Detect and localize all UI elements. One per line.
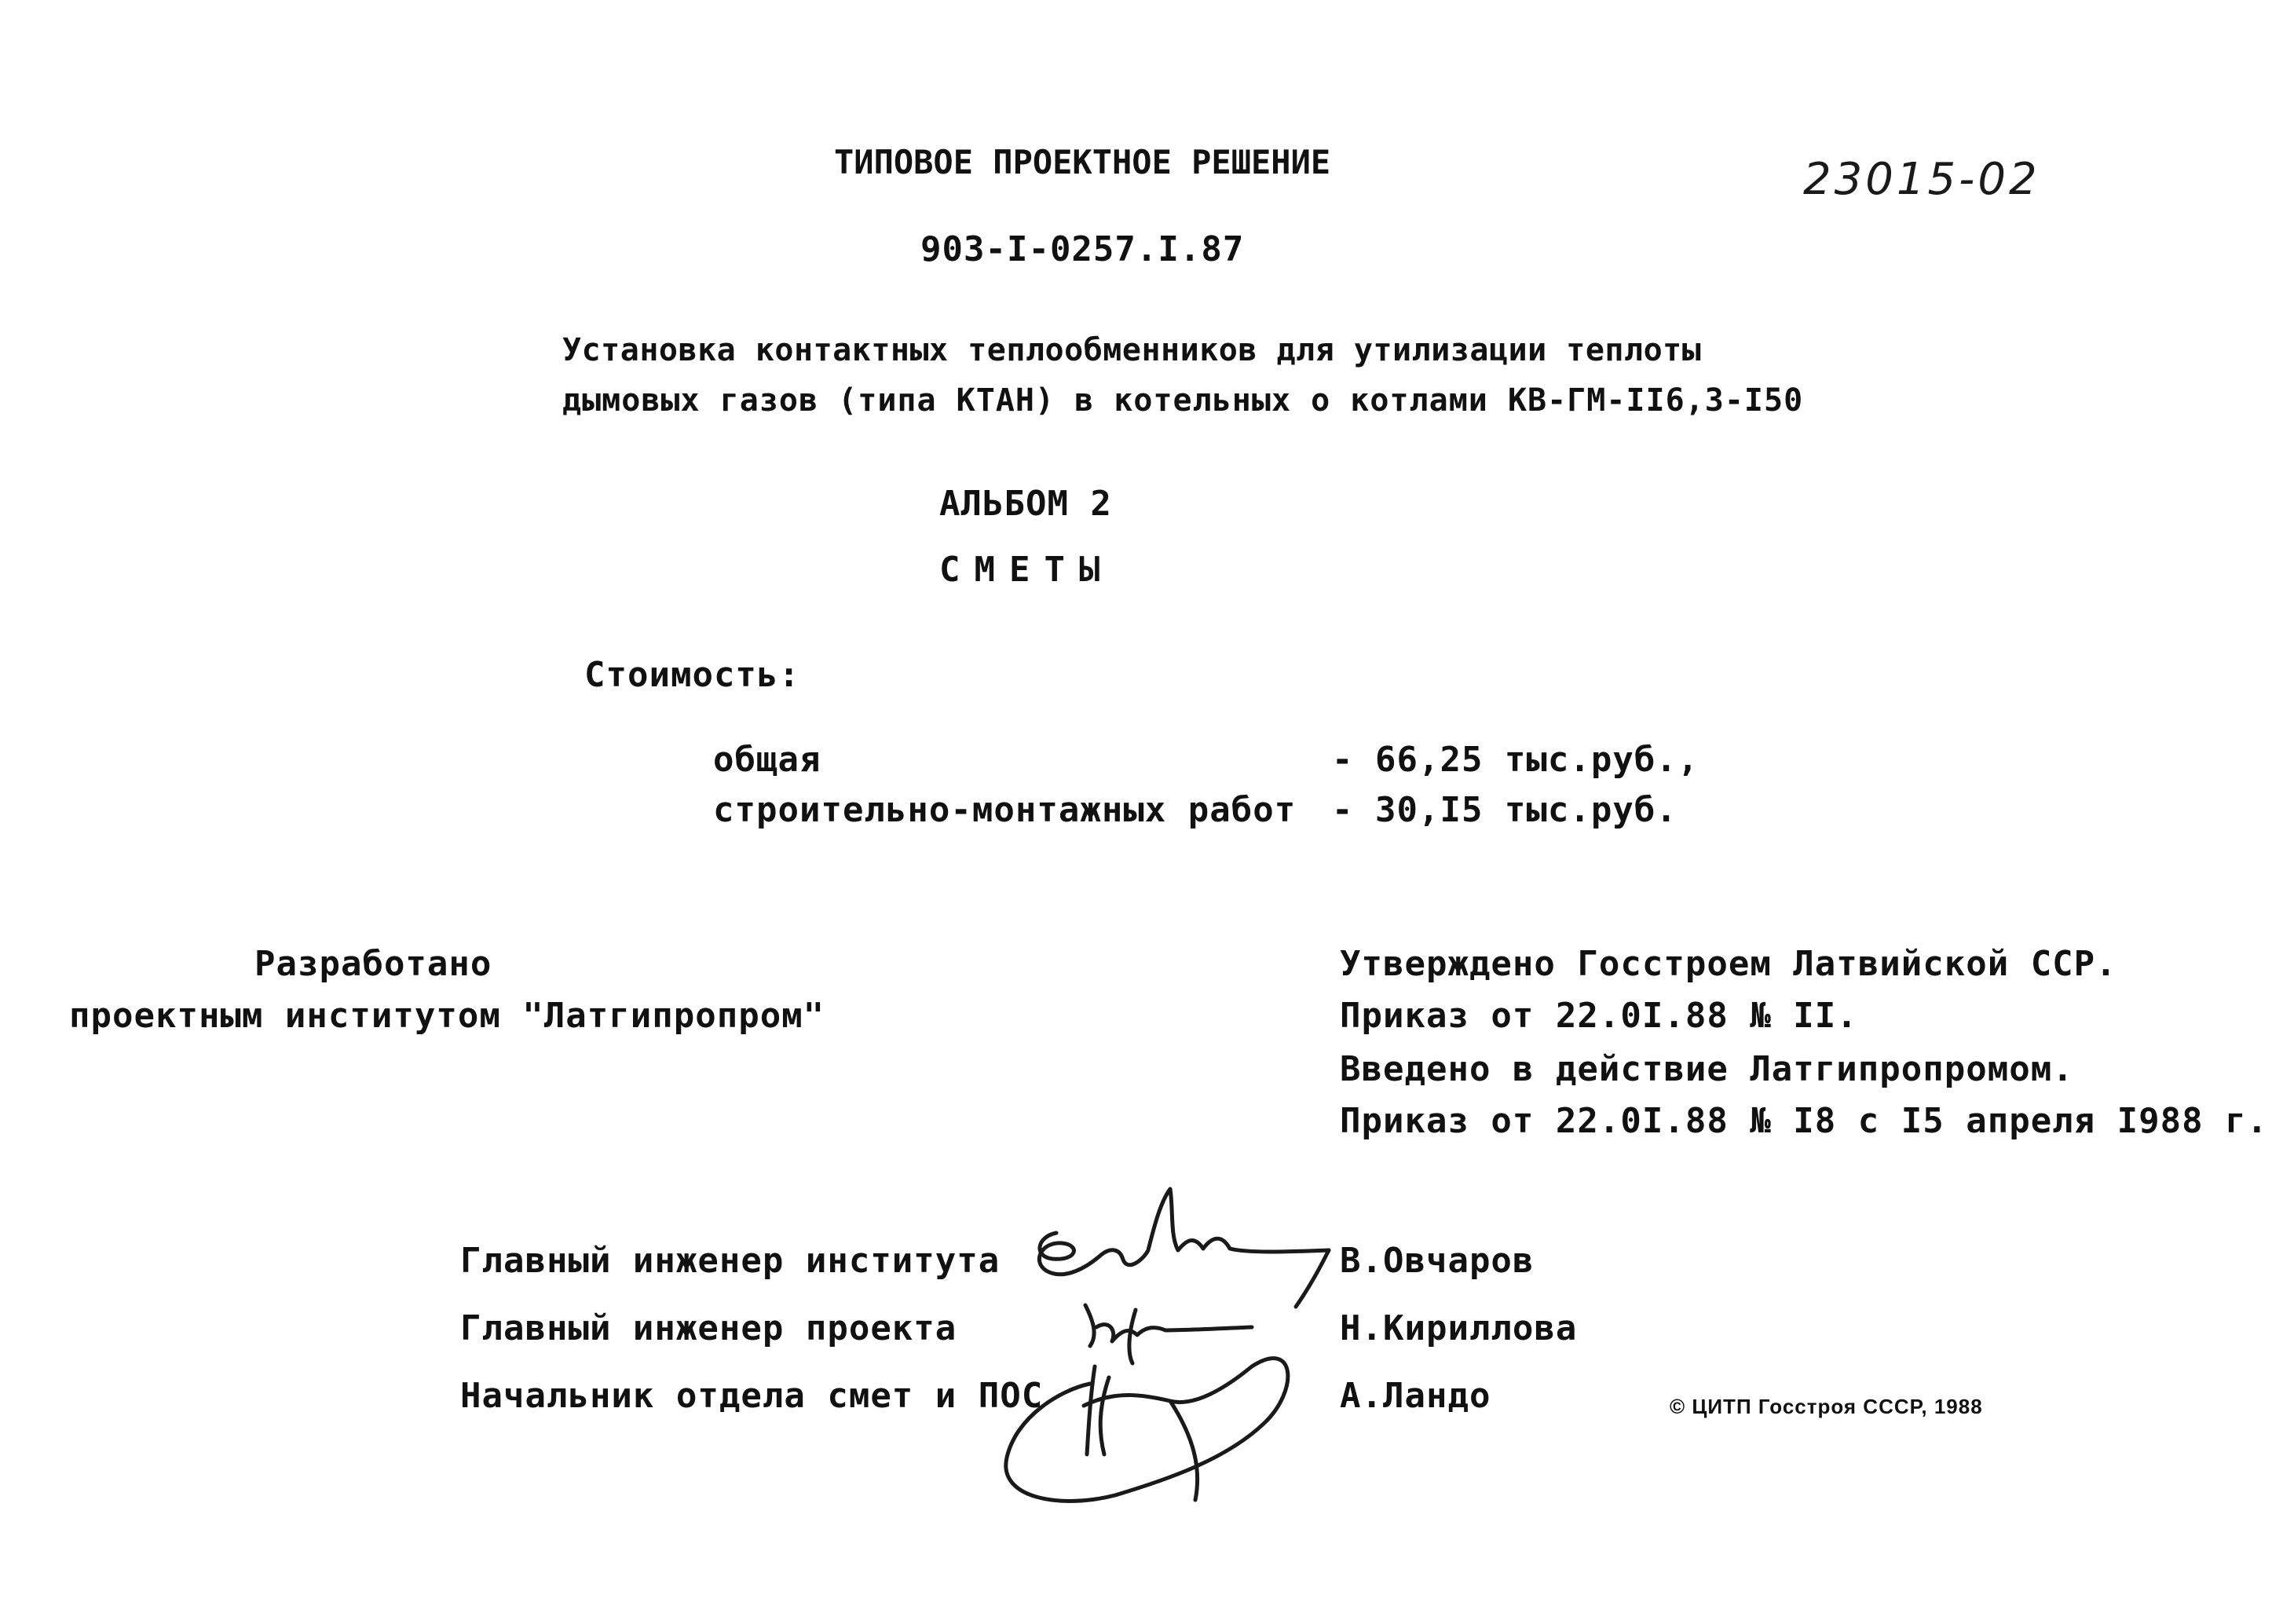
album-title: СМЕТЫ <box>939 550 1114 590</box>
subject-line-1: Установка контактных теплообменников для утилизации теплоты <box>562 332 1702 368</box>
approved-line-4: Приказ от 22.0I.88 № I8 с I5 апреля I988 г. <box>1340 1101 2269 1141</box>
copyright-stamp: © ЦИТП Госстроя СССР, 1988 <box>1670 1395 1983 1418</box>
approved-line-2: Приказ от 22.0I.88 № II. <box>1340 996 1858 1036</box>
signature-kirillova <box>1085 1305 1252 1363</box>
signatory-role-chief-engineer-project: Главный инженер проекта <box>460 1308 957 1348</box>
handwritten-code: 23015-02 <box>1803 154 2040 205</box>
signatory-name-lando: А.Ландо <box>1340 1376 1491 1416</box>
signature-lando <box>1006 1359 1288 1501</box>
signatory-name-ovcharov: В.Овчаров <box>1340 1241 1535 1281</box>
cost-label-total: общая <box>713 740 821 780</box>
approved-line-3: Введено в действие Латгипропромом. <box>1340 1049 2074 1089</box>
signatory-role-chief-engineer-institute: Главный инженер института <box>460 1241 1001 1281</box>
signatory-name-kirillova: Н.Кириллова <box>1340 1308 1578 1348</box>
cost-value-total: - 66,25 тыс.руб., <box>1332 740 1699 780</box>
signature-ovcharov <box>1039 1189 1329 1275</box>
cost-heading: Стоимость: <box>584 655 800 695</box>
developed-line-2: проектным институтом "Латгипропром" <box>69 996 825 1036</box>
document-title: ТИПОВОЕ ПРОЕКТНОЕ РЕШЕНИЕ <box>834 143 1331 181</box>
developed-line-1: Разработано <box>254 944 492 984</box>
document-number: 903-I-0257.I.87 <box>920 229 1245 269</box>
signatory-role-head-estimates: Начальник отдела смет и ПОС <box>460 1376 1044 1416</box>
approved-line-1: Утверждено Госстроем Латвийской ССР. <box>1340 944 2117 984</box>
cost-value-construction: - 30,I5 тыс.руб. <box>1332 790 1677 830</box>
album-label: АЛЬБОМ 2 <box>939 484 1112 524</box>
cost-label-construction: строительно-монтажных работ <box>713 790 1297 830</box>
subject-line-2: дымовых газов (типа КТАН) в котельных о котлами КВ-ГМ-II6,3-I50 <box>562 382 1804 419</box>
